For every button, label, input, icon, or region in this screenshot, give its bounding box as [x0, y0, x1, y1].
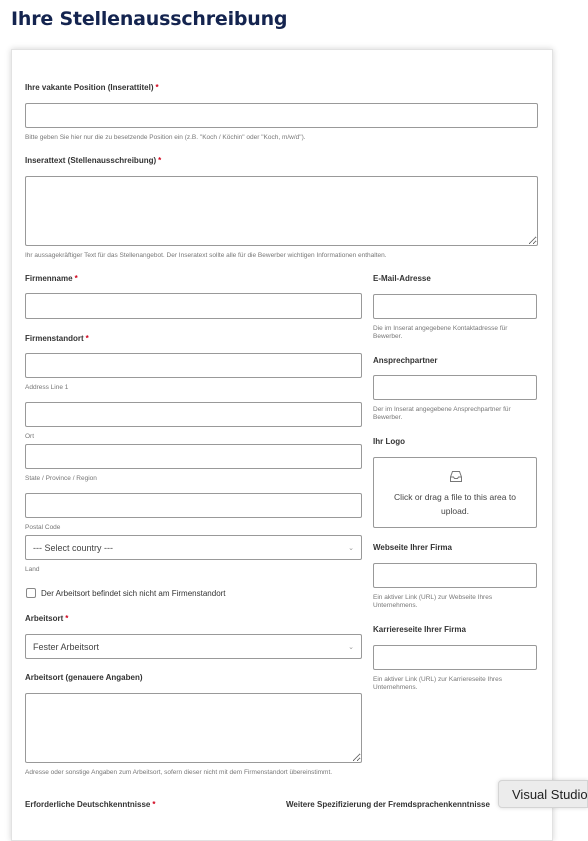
- address-line-sublabel: Address Line 1: [25, 384, 69, 391]
- postal-code-sublabel: Postal Code: [25, 524, 61, 531]
- website-label: Webseite Ihrer Firma: [373, 543, 452, 552]
- ad-text-label: Inserattext (Stellenausschreibung) *: [25, 156, 162, 165]
- logo-dropzone[interactable]: [373, 457, 537, 528]
- job-posting-form: [11, 49, 553, 841]
- german-skills-label: Erforderliche Deutschkenntnisse *: [25, 800, 156, 809]
- careers-input[interactable]: [373, 645, 537, 670]
- contact-input[interactable]: [373, 375, 537, 400]
- position-input[interactable]: [25, 103, 538, 128]
- position-label: Ihre vakante Position (Inserattitel) *: [25, 83, 159, 92]
- state-sublabel: State / Province / Region: [25, 475, 97, 482]
- language-spec-label: Weitere Spezifizierung der Fremdsprachenkenntnisse: [286, 800, 490, 809]
- city-input[interactable]: [25, 402, 362, 427]
- ad-text-textarea[interactable]: [25, 176, 538, 246]
- email-hint: Die im Inserat angegebene Kontaktadresse für Bewerber.: [373, 325, 508, 340]
- country-select[interactable]: [25, 535, 362, 560]
- chevron-down-icon: ⌄: [348, 544, 354, 552]
- email-input[interactable]: [373, 294, 537, 319]
- state-input[interactable]: [25, 444, 362, 469]
- postal-code-input[interactable]: [25, 493, 362, 518]
- careers-label: Karriereseite Ihrer Firma: [373, 625, 466, 634]
- contact-label: Ansprechpartner: [373, 356, 438, 365]
- chevron-down-icon: ⌄: [348, 643, 354, 651]
- page-title: Ihre Stellenausschreibung: [11, 8, 288, 30]
- visual-studio-tab[interactable]: Visual Studio: [498, 780, 588, 808]
- work-location-details-hint: Adresse oder sonstige Angaben zum Arbeitsort, sofern dieser nicht mit dem Firmenstandort übereinstimmt.: [25, 769, 333, 776]
- company-location-label: Firmenstandort *: [25, 334, 89, 343]
- position-hint: Bitte geben Sie hier nur die zu besetzende Position ein (z.B. "Koch / Köchin" oder "Koch, m/w/d").: [25, 134, 306, 141]
- company-name-input[interactable]: [25, 293, 362, 319]
- inbox-tray-icon: [449, 470, 463, 483]
- city-sublabel: Ort: [25, 433, 35, 440]
- company-name-label: Firmenname *: [25, 274, 78, 283]
- work-location-select[interactable]: [25, 634, 362, 659]
- work-location-select-value: Fester Arbeitsort: [33, 641, 100, 652]
- ad-text-hint: Ihr aussagekräftiger Text für das Stellenangebot. Der Inseratext sollte alle für die Bewerber wichtigen Informationen enthalten.: [25, 252, 387, 259]
- dropzone-text: Click or drag a file to this area to upload.: [394, 492, 516, 516]
- email-label: E-Mail-Adresse: [373, 274, 431, 283]
- website-hint: Ein aktiver Link (URL) zur Webseite Ihres Unternehmens.: [373, 594, 493, 609]
- country-select-value: --- Select country ---: [33, 542, 114, 553]
- different-location-checkbox[interactable]: [26, 588, 36, 598]
- work-location-label: Arbeitsort *: [25, 614, 69, 623]
- careers-hint: Ein aktiver Link (URL) zur Karriereseite Ihres Unternehmens.: [373, 676, 502, 691]
- contact-hint: Der im Inserat angegebene Ansprechpartner für Bewerber.: [373, 406, 511, 421]
- different-location-label: Der Arbeitsort befindet sich nicht am Firmenstandort: [41, 589, 226, 598]
- logo-label: Ihr Logo: [373, 437, 405, 446]
- address-line-input[interactable]: [25, 353, 362, 378]
- country-sublabel: Land: [25, 566, 40, 573]
- work-location-details-textarea[interactable]: [25, 693, 362, 763]
- work-location-details-label: Arbeitsort (genauere Angaben): [25, 673, 143, 682]
- website-input[interactable]: [373, 563, 537, 588]
